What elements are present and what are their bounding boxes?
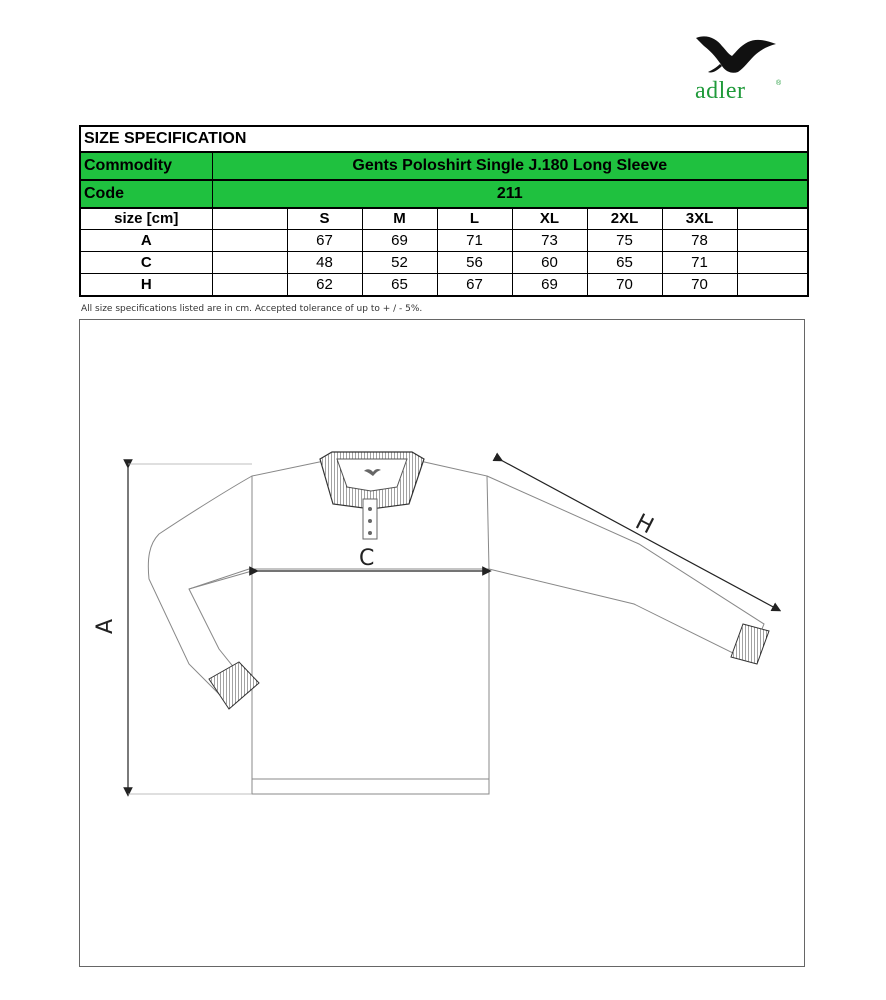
measure-value: 67 [437, 274, 512, 297]
measure-label: H [80, 274, 212, 297]
brand-name: adler [695, 78, 746, 104]
measure-value: 60 [512, 252, 587, 274]
shirt-outline [148, 456, 764, 794]
measure-value: 65 [362, 274, 437, 297]
code-row [80, 180, 808, 208]
size-header-cell: XL [512, 208, 587, 230]
size-header-row [80, 208, 808, 230]
size-header-cell: 3XL [662, 208, 737, 230]
measure-value: 56 [437, 252, 512, 274]
size-header-label: size [cm] [80, 208, 212, 230]
empty-cell [212, 274, 287, 297]
button-icon [368, 519, 372, 523]
dimension-a-label: A [93, 618, 119, 635]
measure-value: 78 [662, 230, 737, 252]
commodity-value: Gents Poloshirt Single J.180 Long Sleeve [212, 152, 808, 180]
measure-value: 71 [662, 252, 737, 274]
measure-label: C [80, 252, 212, 274]
measure-value: 48 [287, 252, 362, 274]
measure-value: 71 [437, 230, 512, 252]
tolerance-note: All size specifications listed are in cm. Accepted tolerance of up to + / - 5%. [81, 304, 423, 314]
size-header-empty [212, 208, 287, 230]
size-header-cell: L [437, 208, 512, 230]
measure-value: 70 [587, 274, 662, 297]
size-header-cell: S [287, 208, 362, 230]
empty-cell [737, 230, 808, 252]
code-label: Code [80, 180, 212, 208]
size-header-empty [737, 208, 808, 230]
dimension-c-label: C [359, 546, 375, 571]
commodity-label: Commodity [80, 152, 212, 180]
code-value: 211 [212, 180, 808, 208]
poloshirt-diagram [79, 319, 805, 967]
table-row [80, 274, 808, 297]
table-row [80, 252, 808, 274]
trademark-symbol: ® [776, 80, 782, 87]
measure-value: 73 [512, 230, 587, 252]
measure-value: 75 [587, 230, 662, 252]
measure-label: A [80, 230, 212, 252]
measure-value: 69 [362, 230, 437, 252]
empty-cell [737, 274, 808, 297]
measure-value: 62 [287, 274, 362, 297]
measure-value: 70 [662, 274, 737, 297]
size-header-cell: 2XL [587, 208, 662, 230]
empty-cell [737, 252, 808, 274]
button-icon [368, 507, 372, 511]
measure-value: 69 [512, 274, 587, 297]
table-row [80, 230, 808, 252]
commodity-row [80, 152, 808, 180]
table-title: SIZE SPECIFICATION [80, 126, 808, 152]
measure-value: 67 [287, 230, 362, 252]
size-header-cell: M [362, 208, 437, 230]
size-specification-table [79, 125, 809, 297]
right-cuff [731, 624, 769, 664]
empty-cell [212, 230, 287, 252]
measure-value: 52 [362, 252, 437, 274]
table-title-row [80, 126, 808, 152]
button-icon [368, 531, 372, 535]
dimension-h-label: H [631, 509, 658, 540]
measure-value: 65 [587, 252, 662, 274]
empty-cell [212, 252, 287, 274]
